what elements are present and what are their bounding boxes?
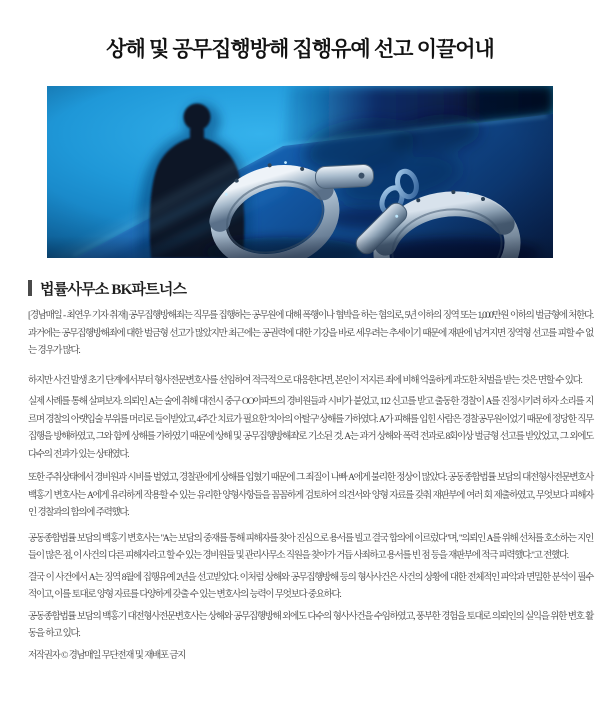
article-page xyxy=(0,35,600,713)
article-title: 상해 및 공무집행방해 집행유예 선고 이끌어내 xyxy=(106,37,494,61)
heading-bar-icon xyxy=(28,280,32,296)
paragraph: [경남매일 - 최연우 기자 취재] 공무집행방해죄는 직무를 집행하는 공무원에 대해 폭행이나 협박을 하는 혐의로, 5년 이하의 징역 또는 1,000만원 이하의 벌금형에 처한다. 과거에는 공무집행방해죄에 대한 벌금형 선고가 많았지만 최근에는 공권력에 대한 기강을 바로 세우려는 추세이기 때문에 재판에 넘겨지면 징역형 선고를 피할 수 없는 경우가 많다. xyxy=(28,311,593,356)
section-heading xyxy=(28,279,572,297)
paragraph: 공동종합법률 보담의 백홍기 대전형사전문변호사는 상해와 공무집행방해 외에도 다수의 형사사건을 수임하였고, 풍부한 경험을 토대로 의뢰인의 실익을 위한 변호 활동을 하고 있다. xyxy=(28,611,593,639)
section-heading-label: 법률사무소 BK파트너스 xyxy=(40,281,187,298)
paragraph: 결국 이 사건에서 A는 징역 8월에 집행유예 2년을 선고받았다. 이처럼 상해와 공무집행방해 등의 형사사건은 사건의 상황에 대한 전체적인 파악과 면밀한 분석이 필수적이고, 이를 토대로 양형 자료를 다양하게 갖출 수 있는 변호사의 능력이 무엇보다 중요하다. xyxy=(28,572,593,600)
handcuffs-photo-illustration xyxy=(47,86,553,258)
article-photo xyxy=(47,86,553,258)
paragraph: 공동종합법률 보담의 백홍기 변호사는 "A는 보담의 중재를 통해 피해자를 찾아 진심으로 용서를 빌고 결국 합의에 이르렀다"며, "의뢰인 A를 위해 선처를 호소하는 지인들이 많은 점, 이 사건의 다른 피해자라고 할 수 있는 경비원들 및 관리사무소 직원을 찾아가 거듭 사죄하고 용서를 빈 점 등을 재판부에 적극 피력했다."고 전했다. xyxy=(28,533,594,561)
paragraph: 하지만 사건 발생 초기 단계에서부터 형사전문변호사를 선임하여 적극적으로 대응한다면, 본인이 저지른 죄에 비해 억울하게 과도한 처벌을 받는 것은 면할 수 있다. xyxy=(28,375,582,386)
paragraph: 실제 사례를 통해 살펴보자. 의뢰인 A는 술에 취해 대전시 중구 OO아파트의 경비원들과 시비가 붙었고, 112 신고를 받고 출동한 경찰이 A를 진정시키려 하자 소리를 지르며 경찰의 아랫입술 부위를 머리로 들이받았고, 4주간 치료가 필요한 '치아의 아탈구' 상해를 가하였다. A가 피해를 입힌 사람은 경찰공무원이었기 때문에 정당한 직무집행을 방해하였고, 그와 함께 상해를 가하였기 때문에 '상해 및 공무집행방해죄'로 기소된 것. A는 과거 상해와 폭력 전과로 8회이상 벌금형 선고를 받았었고, 그 외에도 다수의 전과가 있는 상태였다. xyxy=(28,397,593,460)
copyright-notice: 저작권자 © 경남매일 무단전재 및 재배포 금지 xyxy=(28,650,186,661)
paragraph: 또한 주취상태에서 경비원과 시비를 벌였고, 경찰관에게 상해를 입혔기 때문에 그 죄질이 나빠 A에게 불리한 정상이 많았다. 공동종합법률 보담의 대전형사전문변호사 백홍기 변호사는 A에게 유리하게 작용할 수 있는 유리한 양형사항들을 꼼꼼하게 검토하여 의견서와 양형 자료를 갖춰 재판부에 여러 회 제출하였고, 무엇보다 피해자인 경찰과의 합의에 주력했다. xyxy=(28,473,593,518)
article-body xyxy=(28,308,593,665)
